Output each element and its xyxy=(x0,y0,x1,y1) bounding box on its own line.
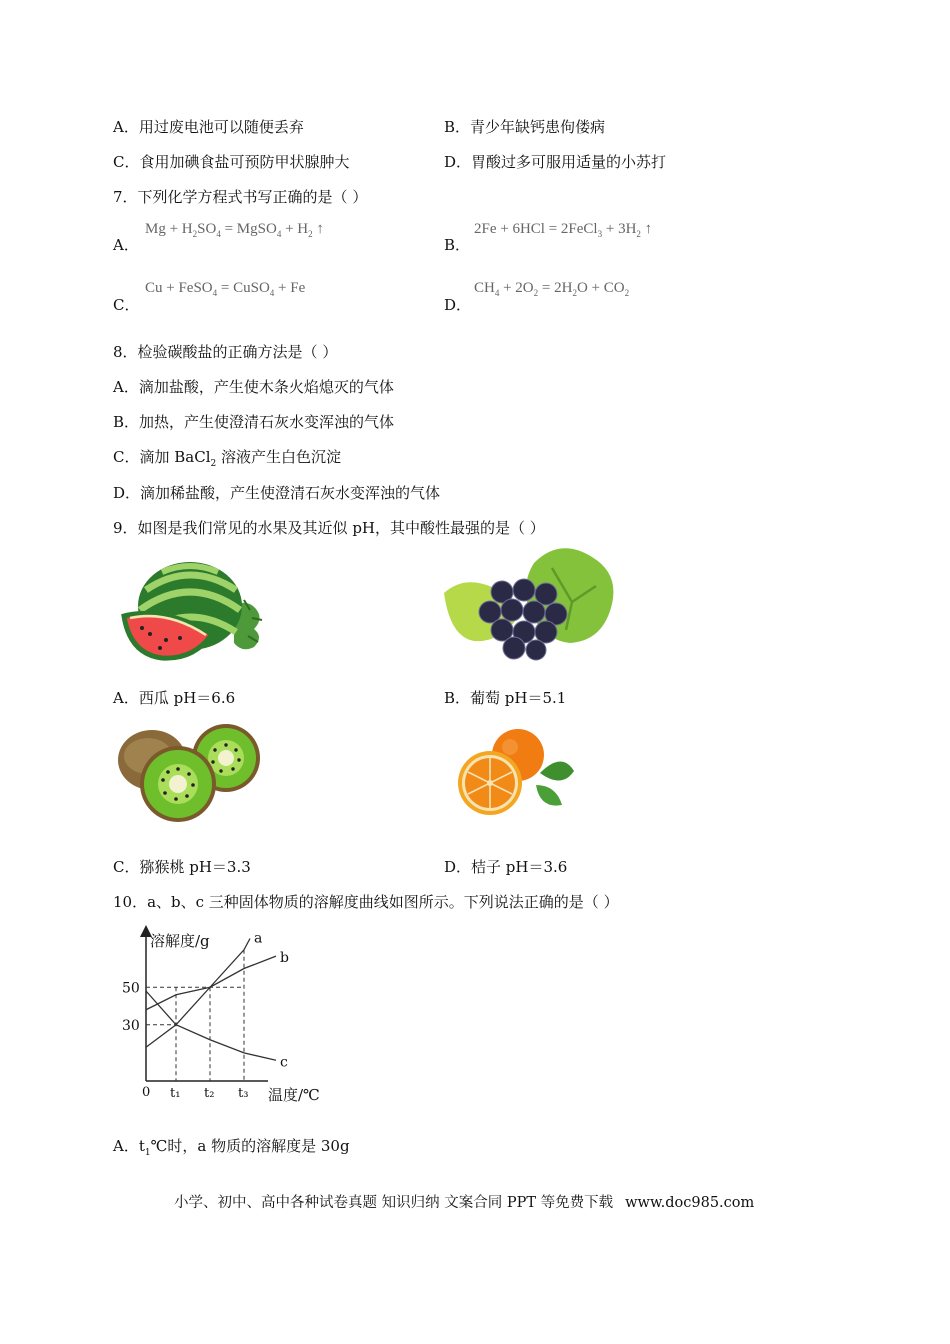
curve-b xyxy=(146,956,276,1010)
curve-label-a: a xyxy=(254,930,263,947)
q6-option-b-text: 青少年缺钙患佝偻病 xyxy=(470,118,606,136)
q6-option-c-letter: C． xyxy=(113,153,140,171)
q7-option-d-letter: D． xyxy=(444,296,472,314)
q7-stem: 7．下列化学方程式书写正确的是（ ） xyxy=(113,188,368,206)
q8-option-b: B．加热，产生使澄清石灰水变浑浊的气体 xyxy=(113,413,395,431)
origin-label: 0 xyxy=(142,1085,151,1100)
y-tick-label: 30 xyxy=(122,1017,140,1034)
q7-option-a-letter: A． xyxy=(113,236,139,254)
q10-option-a: A．$t_1℃$时，a 物质的溶解度是 30g xyxy=(113,1137,350,1158)
q9-option-b: B．葡萄 pH＝5.1 xyxy=(444,689,567,707)
q7-option-b-formula: 2Fe + 6HCl = 2FeCl$_3$ + $3H_2$ ↑ xyxy=(474,221,653,239)
curve-c xyxy=(146,991,276,1060)
curves xyxy=(146,939,276,1061)
grapes-image xyxy=(444,548,622,666)
footer-text: 小学、初中、高中各种试卷真题 知识归纳 文案合同 PPT 等免费下载 xyxy=(174,1195,614,1211)
q6-option-a-letter: A． xyxy=(113,118,139,136)
q10-stem: 10．a、b、c 三种固体物质的溶解度曲线如图所示。下列说法正确的是（ ） xyxy=(113,893,619,911)
footer-url[interactable]: www.doc985.com xyxy=(625,1195,755,1211)
q9-option-a: A．西瓜 pH＝6.6 xyxy=(113,689,236,707)
q6-option-b xyxy=(444,116,605,137)
q7-option-a-formula: $Mg + H_2SO_4$ = MgSO$_4$ + $H_2$ ↑ xyxy=(145,221,324,239)
y-tick-label: 50 xyxy=(122,980,140,997)
guide-lines xyxy=(146,950,244,1081)
labels xyxy=(122,931,289,1102)
x-tick-label: t₂ xyxy=(204,1086,215,1101)
x-axis-label: 温度/℃ xyxy=(268,1086,320,1104)
q8-option-a: A．滴加盐酸，产生使木条火焰熄灭的气体 xyxy=(113,378,394,396)
q7-option-b-letter: B． xyxy=(444,236,471,254)
q7-option-c-letter: C． xyxy=(113,296,140,314)
q6-option-d xyxy=(444,151,666,172)
solubility-chart xyxy=(118,925,338,1105)
q6-option-c-text: 食用加碘食盐可预防甲状腺肿大 xyxy=(139,153,350,171)
orange-image xyxy=(456,727,576,817)
q9-option-c: C．猕猴桃 pH＝3.3 xyxy=(113,858,251,876)
x-tick-label: t₁ xyxy=(170,1086,181,1101)
q7-option-c-formula: Cu + FeSO$_4$ = CuSO$_4$ + Fe xyxy=(145,280,306,298)
x-tick-label: t₃ xyxy=(238,1086,249,1101)
q8-option-c: C．滴加 BaCl$_2$ 溶液产生白色沉淀 xyxy=(113,448,342,469)
curve-a xyxy=(146,939,250,1048)
q9-stem: 9．如图是我们常见的水果及其近似 pH，其中酸性最强的是（ ） xyxy=(113,519,545,537)
curve-label-b: b xyxy=(280,950,289,967)
q9-option-d: D．桔子 pH＝3.6 xyxy=(444,858,568,876)
watermelon-image xyxy=(116,560,268,664)
q6-option-d-letter: D． xyxy=(444,153,472,171)
q8-option-d: D．滴加稀盐酸，产生使澄清石灰水变浑浊的气体 xyxy=(113,484,441,502)
footer xyxy=(174,1191,754,1212)
q6-option-b-letter: B． xyxy=(444,118,471,136)
q6-option-c xyxy=(113,151,350,172)
kiwi-image xyxy=(116,722,262,824)
y-axis-label: 溶解度/g xyxy=(150,932,210,950)
q6-option-d-text: 胃酸过多可服用适量的小苏打 xyxy=(471,153,667,171)
q6-option-a xyxy=(113,116,304,137)
q6-option-a-text: 用过废电池可以随便丢弃 xyxy=(138,118,304,136)
q7-option-d-formula: $CH_4 + 2O_2 = 2H_2O + CO_2$ xyxy=(474,280,630,298)
curve-label-c: c xyxy=(280,1054,288,1071)
q8-stem: 8．检验碳酸盐的正确方法是（ ） xyxy=(113,343,338,361)
